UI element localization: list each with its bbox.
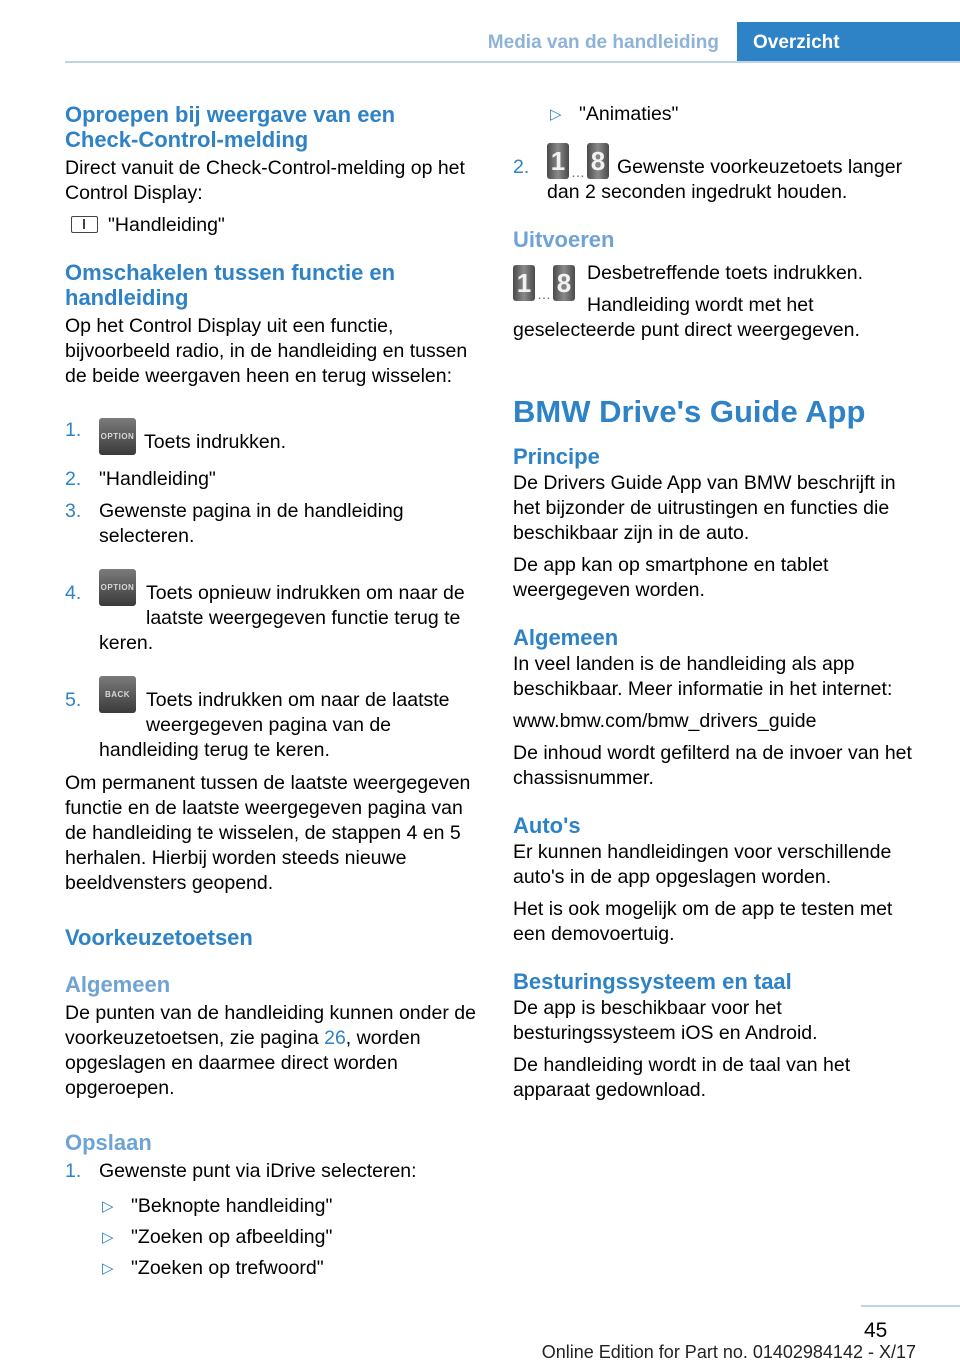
preset-key-1-icon: 1 [547,143,569,179]
paragraph-general-2: De inhoud wordt gefilterd na de invoer van het chassisnummer. [513,742,912,789]
step-text: Gewenste pagina in de handleiding selecteren. [99,500,404,547]
save-option [65,1256,481,1281]
step-5 [65,676,481,763]
triangle-bullet-icon: ▷ [550,106,562,123]
ellipsis-icon: … [537,286,551,302]
left-column [65,102,481,1287]
step-number: 2. [65,468,82,490]
triangle-bullet-icon: ▷ [102,1260,114,1277]
heading-os: Besturingssysteem en taal [513,969,792,994]
step-number: 4. [65,582,82,604]
option-key-icon: OPTION [99,418,136,455]
paragraph-permanent: Om permanent tussen de laatste weergegeven functie en de laatste weergegeven pagina van de handleiding te wisselen, de stappen 4 en 5 herhalen. Hierbij worden steeds nieuwe beeldvensters geopend. [65,772,471,894]
heading-general-right: Algemeen [513,625,619,650]
preset-key-1-icon: 1 [513,265,535,301]
step-number: 1. [65,1160,82,1182]
execute-text-2: Handleiding wordt met het geselecteerde punt direct weergegeven. [513,294,860,341]
header-rule [65,61,960,63]
save-option-label: "Zoeken op trefwoord" [131,1257,324,1279]
save-option-label: "Zoeken op afbeelding" [131,1226,333,1248]
heading-check-control: Oproepen bij weergave van een Check-Control-melding [65,102,396,152]
paragraph-switch: Op het Control Display uit een functie, bijvoorbeeld radio, in de handleiding en tussen de beide weergaven heen en terug wisselen: [65,315,468,387]
paragraph-general-url: www.bmw.com/bmw_drivers_guide [513,710,817,732]
step-number: 2. [513,156,530,178]
heading-save: Opslaan [65,1130,152,1155]
manual-book-icon [71,216,98,233]
heading-principle: Principe [513,444,600,469]
step-3 [65,499,481,549]
paragraph-os-2: De handleiding wordt in de taal van het apparaat gedownload. [513,1054,851,1101]
preset-key-8-icon: 8 [587,143,609,179]
save-option-label: "Beknopte handleiding" [131,1195,333,1217]
heading-presets: Voorkeuzetoetsen [65,925,253,950]
check-control-item [65,213,481,238]
heading-app: BMW Drive's Guide App [513,394,866,429]
step-text: Toets indrukken om naar de laatste weergegeven pagina van de handleiding terug te keren. [99,689,450,761]
step-number: 1. [65,419,82,441]
paragraph-general-1: In veel landen is de handleiding als app beschikbaar. Meer informatie in het internet: [513,653,893,700]
save-option [65,1194,481,1219]
paragraph-principle-1: De Drivers Guide App van BMW beschrijft in het bijzonder de uitrustingen en functies die beschikbaar zijn in de auto. [513,472,896,544]
general-text-a: De punten van de handleiding kunnen onder de voorkeuzetoetsen, zie pagina [65,1002,476,1049]
footer-edition: Online Edition for Part no. 01402984142 - X/17 [541,1342,916,1362]
heading-execute: Uitvoeren [513,227,615,252]
heading-general-left: Algemeen [65,972,171,997]
triangle-bullet-icon: ▷ [102,1198,114,1215]
heading-switch: Omschakelen tussen functie en handleiding [65,260,396,310]
right-column [513,102,928,1110]
step-text: Toets opnieuw indrukken om naar de laatste weergegeven functie terug te keren. [99,582,465,654]
preset-key-8-icon: 8 [553,265,575,301]
header-tab: Overzicht [737,22,960,63]
execute-text-1: Desbetreffende toets indrukken. [587,262,864,284]
step-text: "Handleiding" [99,468,216,490]
page-number: 45 [864,1319,888,1342]
page-link[interactable]: 26 [324,1027,346,1049]
step-text: Gewenste punt via iDrive selecteren: [99,1160,417,1182]
step-number: 5. [65,689,82,711]
save-option [513,102,928,127]
step-4 [65,569,481,656]
save-option-label: "Animaties" [579,103,679,125]
paragraph-cars-2: Het is ook mogelijk om de app te testen met een demovoertuig. [513,898,893,945]
ellipsis-icon: … [571,164,585,180]
save-option [65,1225,481,1250]
header-section-title: Media van de handleiding [487,32,719,53]
step-1 [65,418,481,455]
paragraph-principle-2: De app kan op smartphone en tablet weergegeven worden. [513,554,829,601]
back-key-icon: BACK [99,676,136,713]
general-text-b: , worden opgeslagen en daarmee direct worden opgeroepen. [65,1027,421,1099]
heading-cars: Auto's [513,813,581,838]
paragraph-general-left [65,1001,481,1101]
paragraph-cars-1: Er kunnen handleidingen voor verschillende auto's in de app opgeslagen worden. [513,841,892,888]
save-step-1 [65,1159,481,1184]
step-2 [65,467,481,492]
paragraph-os-1: De app is beschikbaar voor het besturingssysteem iOS en Android. [513,997,818,1044]
save-step-2 [513,143,928,205]
triangle-bullet-icon: ▷ [102,1229,114,1246]
option-key-icon: OPTION [99,569,136,606]
step-text: Gewenste voorkeuzetoets langer dan 2 seconden ingedrukt houden. [547,156,903,203]
paragraph-check-control: Direct vanuit de Check-Control-melding op het Control Display: [65,157,465,204]
footer-rule [861,1305,960,1307]
check-control-item-label: "Handleiding" [108,214,225,236]
step-text: Toets indrukken. [144,431,286,453]
execute-block [513,261,928,343]
step-number: 3. [65,500,82,522]
